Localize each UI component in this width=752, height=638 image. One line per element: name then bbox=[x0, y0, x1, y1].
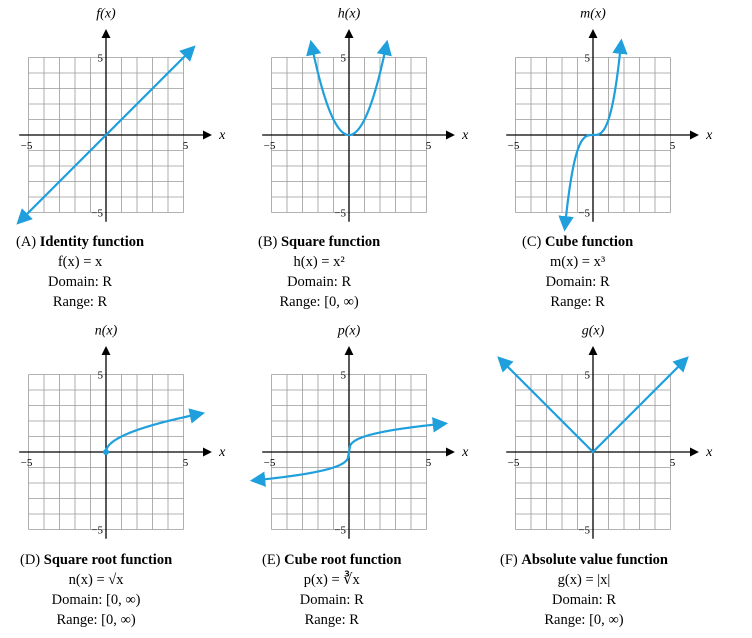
x-tick-label-a: 5 bbox=[182, 140, 189, 152]
caption-f bbox=[500, 550, 668, 630]
y-axis-label-b: h(x) bbox=[337, 6, 361, 22]
y-tick-label-b: 5 bbox=[340, 52, 346, 65]
caption-b-equation: h(x) = x² bbox=[293, 254, 345, 270]
y-tick-label-f: 5 bbox=[584, 369, 590, 382]
caption-c-domain: Domain: R bbox=[545, 274, 610, 290]
y-tick-label-f: −5 bbox=[578, 524, 590, 537]
x-axis-label-b: x bbox=[462, 128, 469, 143]
caption-e-letter: (E) bbox=[262, 552, 281, 568]
caption-d-domain: Domain: [0, ∞) bbox=[51, 592, 141, 608]
x-tick-label-f: 5 bbox=[669, 457, 676, 469]
y-tick-label-e: 5 bbox=[340, 369, 346, 382]
x-axis-label-d: x bbox=[219, 445, 226, 460]
panel-f bbox=[502, 323, 714, 538]
caption-a-range: Range: R bbox=[52, 294, 108, 310]
caption-f-range: Range: [0, ∞) bbox=[544, 612, 624, 628]
caption-f-equation: g(x) = |x| bbox=[557, 572, 611, 588]
caption-f-domain: Domain: R bbox=[551, 592, 617, 608]
caption-b bbox=[258, 232, 380, 312]
y-tick-label-b: −5 bbox=[334, 207, 346, 220]
y-tick-label-d: −5 bbox=[91, 524, 103, 537]
caption-e-equation: p(x) = ∛x bbox=[303, 572, 360, 588]
caption-c-title: Cube function bbox=[544, 234, 634, 250]
caption-a-domain: Domain: R bbox=[48, 274, 113, 290]
caption-b-title: Square function bbox=[280, 234, 381, 250]
caption-e-range: Range: R bbox=[304, 612, 359, 628]
x-tick-label-c: 5 bbox=[669, 140, 676, 152]
y-axis-label-d: n(x) bbox=[94, 323, 118, 339]
caption-a-title: Identity function bbox=[39, 234, 145, 250]
y-axis-label-a: f(x) bbox=[96, 6, 116, 22]
x-tick-label-e: 5 bbox=[425, 457, 432, 469]
caption-d-range: Range: [0, ∞) bbox=[56, 612, 136, 628]
x-tick-label-c: −5 bbox=[507, 140, 520, 152]
endpoint-d bbox=[103, 449, 109, 455]
caption-e bbox=[262, 550, 402, 630]
y-tick-label-a: 5 bbox=[97, 52, 103, 65]
caption-d bbox=[20, 550, 172, 630]
y-axis-label-f: g(x) bbox=[581, 323, 605, 339]
x-tick-label-d: 5 bbox=[182, 457, 189, 469]
x-tick-label-b: 5 bbox=[425, 140, 432, 152]
caption-b-range: Range: [0, ∞) bbox=[279, 294, 359, 310]
caption-b-domain: Domain: R bbox=[287, 274, 352, 290]
caption-e-title: Cube root function bbox=[284, 552, 402, 568]
caption-a-equation: f(x) = x bbox=[57, 254, 103, 270]
x-axis-label-f: x bbox=[706, 445, 713, 460]
caption-c-letter: (C) bbox=[522, 234, 542, 250]
caption-d-letter: (D) bbox=[20, 552, 41, 568]
x-tick-label-f: −5 bbox=[507, 457, 520, 469]
panel-b bbox=[262, 6, 469, 221]
panel-d bbox=[19, 323, 226, 538]
x-tick-label-b: −5 bbox=[263, 140, 276, 152]
y-tick-label-c: −5 bbox=[578, 207, 590, 220]
caption-c-range: Range: R bbox=[550, 294, 605, 310]
panel-a bbox=[19, 6, 226, 221]
caption-f-title: Absolute value function bbox=[521, 552, 668, 568]
caption-a-letter: (A) bbox=[16, 234, 37, 250]
x-axis-label-e: x bbox=[462, 445, 469, 460]
x-tick-label-a: −5 bbox=[20, 140, 33, 152]
panel-e bbox=[256, 323, 469, 538]
y-tick-label-a: −5 bbox=[91, 207, 103, 220]
panel-c bbox=[506, 6, 713, 225]
x-axis-label-a: x bbox=[219, 128, 226, 143]
y-tick-label-e: −5 bbox=[334, 524, 346, 537]
caption-a bbox=[16, 232, 144, 312]
caption-d-equation: n(x) = √x bbox=[68, 572, 124, 588]
x-tick-label-d: −5 bbox=[20, 457, 33, 469]
caption-b-letter: (B) bbox=[258, 234, 278, 250]
caption-d-title: Square root function bbox=[43, 552, 173, 568]
x-tick-label-e: −5 bbox=[263, 457, 276, 469]
y-tick-label-c: 5 bbox=[584, 52, 590, 65]
y-axis-label-e: p(x) bbox=[337, 323, 361, 339]
x-axis-label-c: x bbox=[706, 128, 713, 143]
y-tick-label-d: 5 bbox=[97, 369, 103, 382]
y-axis-label-c: m(x) bbox=[580, 6, 606, 22]
caption-f-letter: (F) bbox=[500, 552, 518, 568]
caption-c bbox=[522, 232, 633, 312]
caption-e-domain: Domain: R bbox=[299, 592, 364, 608]
caption-c-equation: m(x) = x³ bbox=[549, 254, 606, 270]
